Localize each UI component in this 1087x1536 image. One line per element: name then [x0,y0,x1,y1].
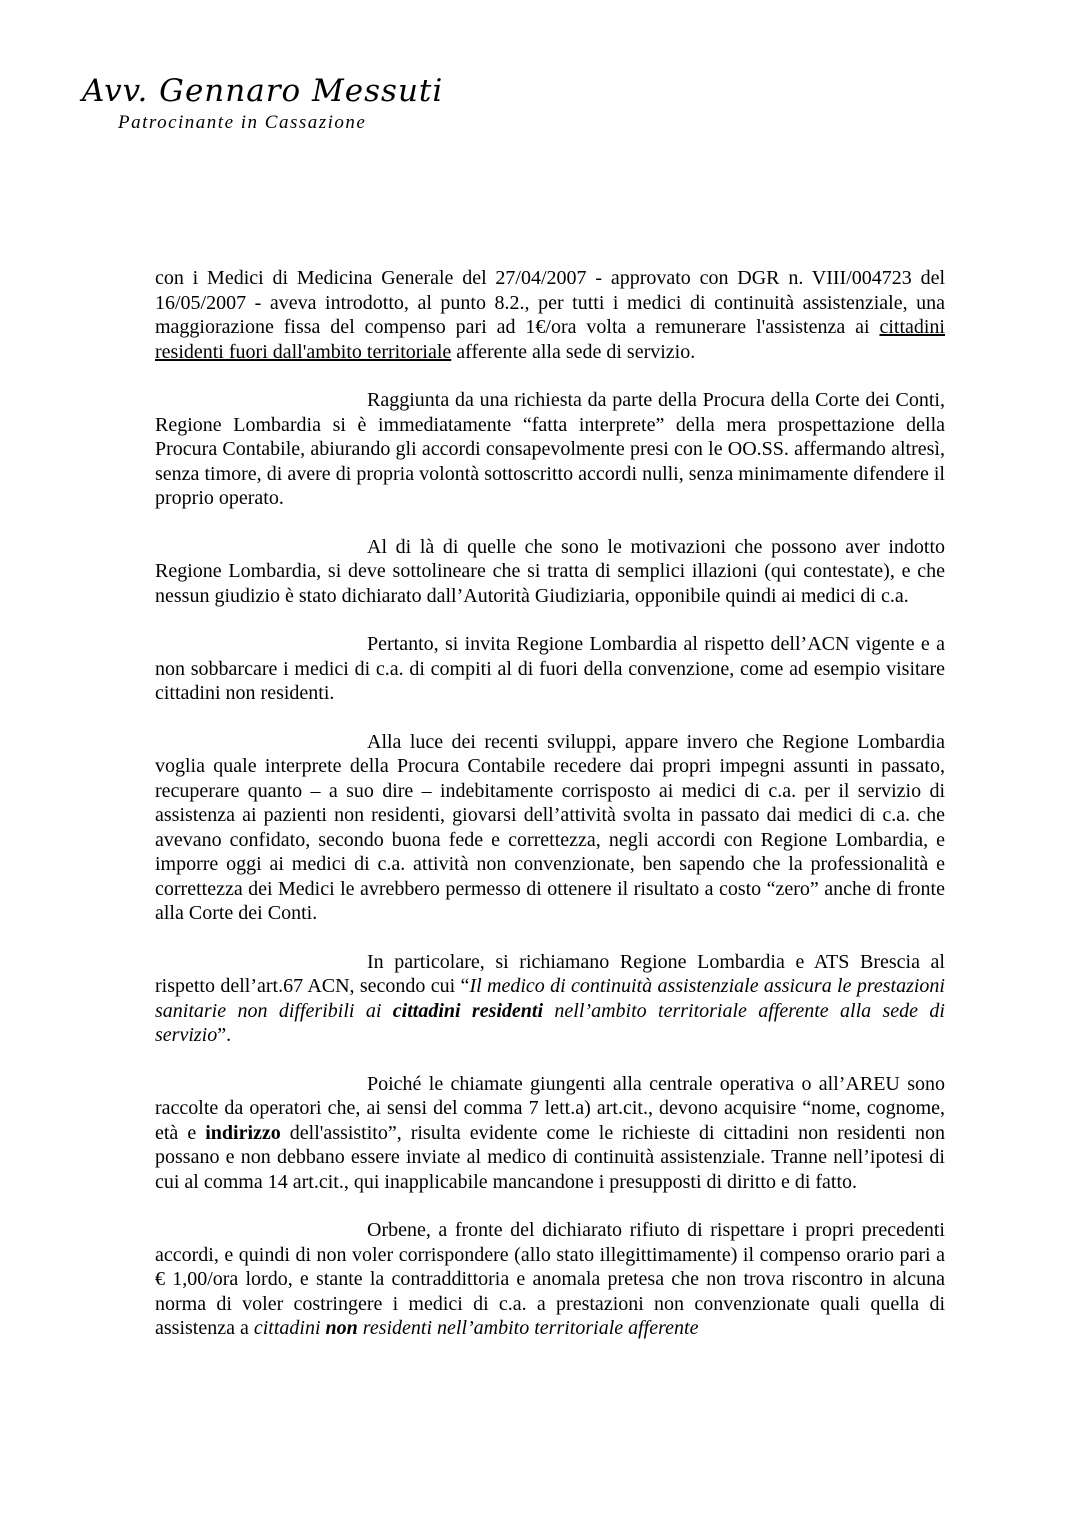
paragraph-7-text: Poiché le chiamate giungenti alla centrale operativa o all’AREU sono raccolte da operatori che, ai sensi del comma 7 lett.a) art.cit., devono acquisire “nome, cognome, età e [155,1072,945,1144]
letterhead [82,72,443,134]
italic-cittadini: cittadini [253,1317,326,1339]
paragraph-7 [155,1072,945,1195]
paragraph-8 [155,1218,945,1341]
letter-body [155,266,945,1365]
italic-ending: residenti nell’ambito territoriale afferente [357,1317,699,1339]
paragraph-1 [155,266,945,364]
paragraph-6-text: In particolare, si richiamano Regione Lombardia e ATS Brescia al rispetto dell’art.67 ACN, secondo cui “ [155,950,945,997]
lawyer-title: Patrocinante in Cassazione [118,112,367,133]
paragraph-1-text: con i Medici di Medicina Generale del 27/04/2007 - approvato con DGR n. VIII/004723 del 16/05/2007 - aveva introdotto, al punto 8.2., per tutti i medici di continuità assistenziale, una maggiorazione fissa del compenso pari ad 1€/ora volta a remunerare l'assistenza ai [155,267,945,338]
paragraph-7-end: dell'assistito”, risulta evidente come le richieste di cittadini non residenti non possano e non debbano essere inviate al medico di continuità assistenziale. Tranne nell’ipotesi di cui al comma 14 art.cit., qui inapplicabile mancandone i presupposti di diritto e di fatto. [155,1121,946,1193]
quote-italic-2: nell’ambito territoriale afferente alla sede di servizio [155,999,945,1046]
quote-italic-1: Il medico di continuità assistenziale assicura le prestazioni sanitarie non differibili ai [155,975,945,1022]
paragraph-6 [155,950,945,1048]
paragraph-5: Alla luce dei recenti sviluppi, appare invero che Regione Lombardia voglia quale interprete della Procura Contabile recedere dai propri impegni assunti in passato, recuperare quanto – a suo dire – indebitamente corrisposto ai medici di c.a. per il servizio di assistenza ai pazienti non residenti, giovarsi dell’attività svolta in passato dai medici di c.a. che avevano confidato, secondo buona fede e correttezza, negli accordi con Regione Lombardia, e imporre oggi ai medici di c.a. attività non convenzionate, ben sapendo che la professionalità e correttezza dei Medici le avrebbero permesso di ottenere il risultato a costo “zero” anche di fronte alla Corte dei Conti. [155,730,945,924]
underlined-phrase: cittadini residenti fuori dall'ambito territoriale [155,316,945,363]
paragraph-2: Raggiunta da una richiesta da parte della Procura della Corte dei Conti, Regione Lombardia si è immediatamente “fatta interprete” della mera prospettazione della Procura Contabile, abiurando gli accordi consapevolmente presi con le OO.SS. affermando altresì, senza timore, di avere di propria volontà sottoscritto accordi nulli, senza minimamente difendere il proprio operato. [155,389,945,509]
paragraph-4: Pertanto, si invita Regione Lombardia al rispetto dell’ACN vigente e a non sobbarcare i medici di c.a. di compiti al di fuori della convenzione, come ad esempio visitare cittadini non residenti. [155,633,945,704]
paragraph-3: Al di là di quelle che sono le motivazioni che possono aver indotto Regione Lombardia, si deve sottolineare che si tratta di semplici illazioni (qui contestate), e che nessun giudizio è stato dichiarato dall’Autorità Giudiziaria, opponibile quindi ai medici di c.a. [155,535,945,607]
quote-close: ”. [217,1024,232,1046]
paragraph-1-end: afferente alla sede di servizio. [451,340,696,363]
bold-italic-non: non [325,1317,358,1339]
bold-indirizzo: indirizzo [205,1121,281,1144]
quote-bold: cittadini residenti [392,999,544,1022]
lawyer-name: Avv. Gennaro Messuti [82,73,444,109]
paragraph-8-text: Orbene, a fronte del dichiarato rifiuto di rispettare i propri precedenti accordi, e quindi di non voler corrispondere (allo stato illegittimamente) il compenso orario pari a € 1,00/ora lordo, e stante la contraddittoria e anomala pretesa che non trova riscontro in alcuna norma di voler costringere i medici di c.a. a prestazioni non convenzionate quali quella di assistenza a [155,1219,945,1339]
